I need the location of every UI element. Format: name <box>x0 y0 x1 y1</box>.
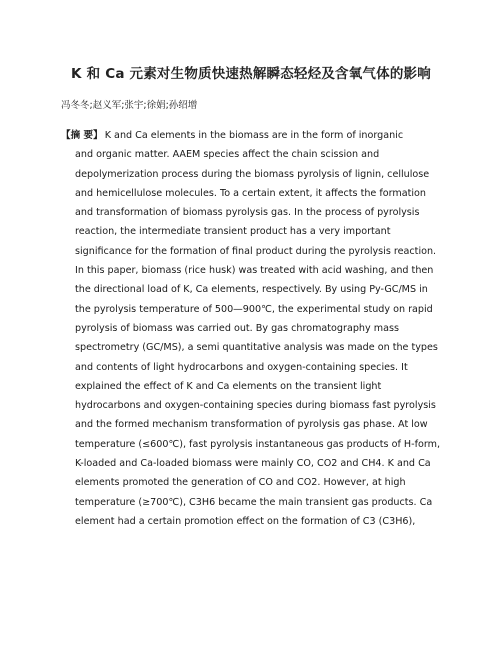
abstract-line <box>61 396 441 415</box>
abstract-line-text: and the formed mechanism transformation of pyrolysis gas phase. At low <box>75 419 428 431</box>
abstract-line-text: depolymerization process during the biomass pyrolysis of lignin, cellulose <box>75 168 430 180</box>
author-list: 冯冬冬;赵义军;张宇;徐娟;孙绍增 <box>61 100 198 111</box>
abstract-line-text: and transformation of biomass pyrolysis gas. In the process of pyrolysis <box>75 207 420 219</box>
abstract-body <box>61 126 441 531</box>
abstract-line-text: reaction, the intermediate transient product has a very important <box>75 226 391 238</box>
abstract-line <box>61 261 441 280</box>
abstract-line-text: temperature (≥700℃), C3H6 became the main transient gas products. Ca <box>75 496 433 508</box>
abstract-line-text: In this paper, biomass (rice husk) was treated with acid washing, and then <box>75 265 434 277</box>
abstract-line-text: and contents of light hydrocarbons and oxygen-containing species. It <box>75 361 408 373</box>
abstract-line <box>61 319 441 338</box>
abstract-line <box>61 184 441 203</box>
abstract-line-text: hydrocarbons and oxygen-containing species during biomass fast pyrolysis <box>75 400 436 412</box>
abstract-line-text: pyrolysis of biomass was carried out. By gas chromatography mass <box>75 322 399 334</box>
abstract-line <box>61 377 441 396</box>
document-title: K 和 Ca 元素对生物质快速热解瞬态轻烃及含氧气体的影响 <box>71 66 431 82</box>
abstract-line <box>61 493 441 512</box>
abstract-line <box>61 512 441 531</box>
abstract-line-text: element had a certain promotion effect on the formation of C3 (C3H6), <box>75 515 416 527</box>
abstract-line <box>61 222 441 241</box>
abstract-line <box>61 454 441 473</box>
abstract-line <box>61 203 441 222</box>
abstract-line-text: elements promoted the generation of CO and CO2. However, at high <box>75 477 406 489</box>
abstract-line-text: K-loaded and Ca-loaded biomass were mainly CO, CO2 and CH4. K and Ca <box>75 458 431 470</box>
abstract-line <box>61 300 441 319</box>
abstract-line <box>61 473 441 492</box>
abstract-line <box>61 126 441 145</box>
abstract-line-text: significance for the formation of final product during the pyrolysis reaction. <box>75 245 437 257</box>
abstract-line-text: K and Ca elements in the biomass are in the form of inorganic <box>104 130 404 141</box>
abstract-line-text: the directional load of K, Ca elements, respectively. By using Py-GC/MS in <box>75 284 428 296</box>
abstract-line <box>61 145 441 164</box>
abstract-line-text: the pyrolysis temperature of 500—900℃, the experimental study on rapid <box>75 303 433 315</box>
abstract-label: 【摘 要】 <box>61 130 103 141</box>
abstract-line <box>61 358 441 377</box>
abstract-line-text: explained the effect of K and Ca elements on the transient light <box>75 380 382 392</box>
abstract-line <box>61 415 441 434</box>
abstract-line <box>61 165 441 184</box>
abstract-line <box>61 435 441 454</box>
abstract-line <box>61 280 441 299</box>
abstract-line-text: and hemicellulose molecules. To a certain extent, it affects the formation <box>75 187 426 199</box>
abstract-line-text: temperature (≤600℃), fast pyrolysis instantaneous gas products of H-form, <box>75 438 440 450</box>
abstract-line <box>61 338 441 357</box>
abstract-line-text: spectrometry (GC/MS), a semi quantitative analysis was made on the types <box>75 342 438 354</box>
abstract-line-text: and organic matter. AAEM species affect the chain scission and <box>75 149 380 161</box>
abstract-line <box>61 242 441 261</box>
